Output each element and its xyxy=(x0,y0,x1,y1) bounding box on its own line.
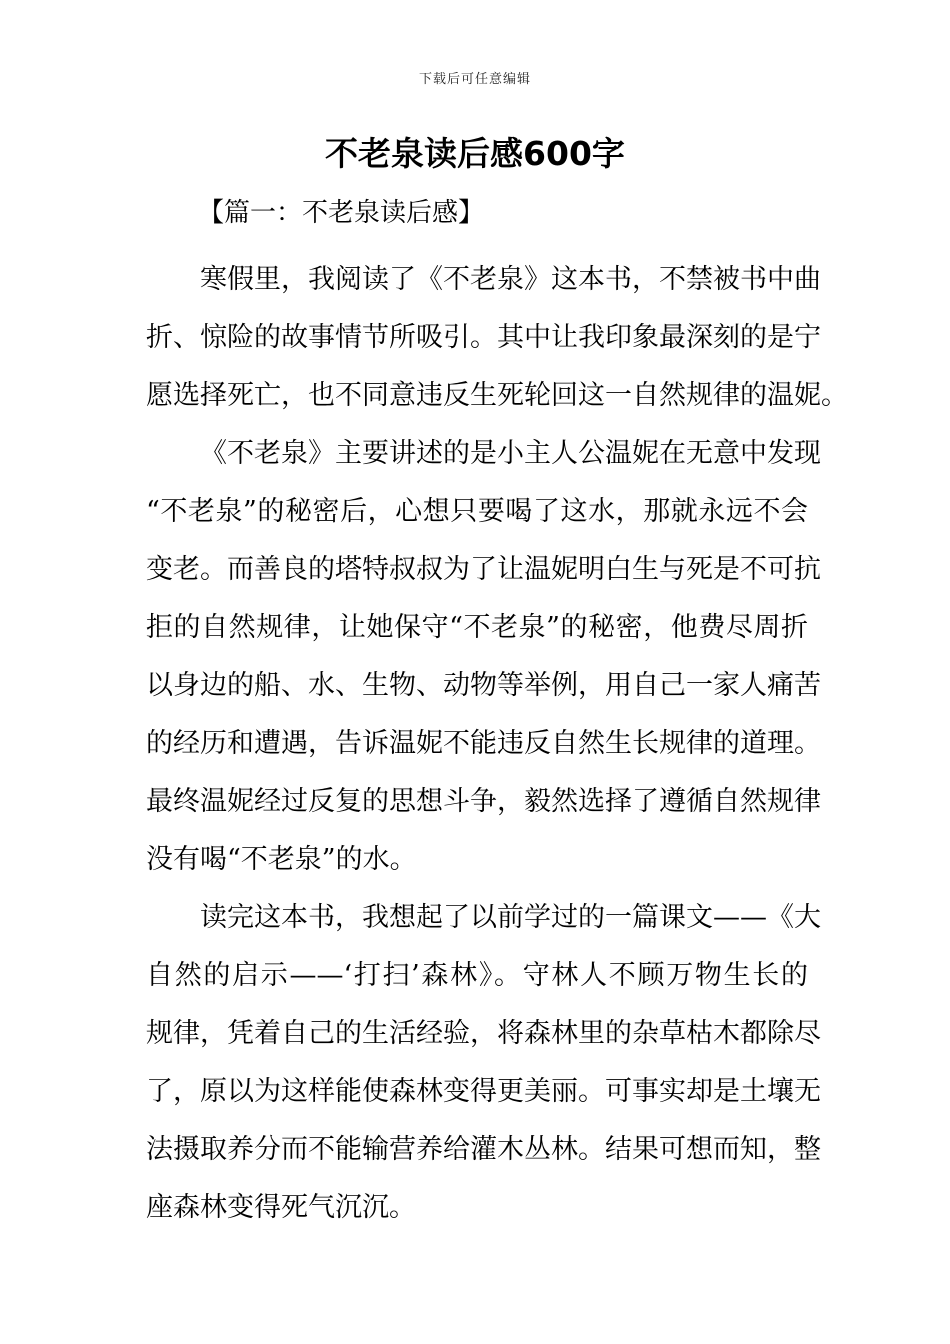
paragraph-line: 《不老泉》主要讲述的是小主人公温妮在无意中发现 xyxy=(200,438,821,469)
paragraph-line: 拒的自然规律，让她保守“不老泉”的秘密，他费尽周折 xyxy=(146,612,808,643)
paragraph-line: 法摄取养分而不能输营养给灌木丛林。结果可想而知，整 xyxy=(146,1134,821,1165)
paragraph-line: “不老泉”的秘密后，心想只要喝了这水，那就永远不会 xyxy=(146,496,808,527)
paragraph-1 xyxy=(146,251,848,425)
paragraph-line: 规律，凭着自己的生活经验，将森林里的杂草枯木都除尽 xyxy=(146,1018,821,1049)
paragraph-3 xyxy=(146,889,821,1237)
paragraph-line: 寒假里，我阅读了《不老泉》这本书，不禁被书中曲 xyxy=(200,264,821,295)
paragraph-2 xyxy=(146,425,821,889)
paragraph-line: 了，原以为这样能使森林变得更美丽。可事实却是土壤无 xyxy=(146,1076,821,1107)
paragraph-line: 读完这本书，我想起了以前学过的一篇课文——《大 xyxy=(200,902,821,933)
paragraph-line: 变老。而善良的塔特叔叔为了让温妮明白生与死是不可抗 xyxy=(146,554,821,585)
document-title: 不老泉读后感600字 xyxy=(325,134,625,173)
paragraph-line: 座森林变得死气沉沉。 xyxy=(146,1192,416,1223)
paragraph-line: 的经历和遭遇，告诉温妮不能违反自然生长规律的道理。 xyxy=(146,728,821,759)
header-note: 下载后可任意编辑 xyxy=(418,72,531,87)
paragraph-line: 以身边的船、水、生物、动物等举例，用自己一家人痛苦 xyxy=(146,670,821,701)
paragraph-line: 折、惊险的故事情节所吸引。其中让我印象最深刻的是宁 xyxy=(146,322,821,353)
paragraph-line: 没有喝“不老泉”的水。 xyxy=(146,844,417,875)
document-body xyxy=(146,195,848,1237)
paragraph-line: 愿选择死亡，也不同意违反生死轮回这一自然规律的温妮。 xyxy=(146,380,848,411)
paragraph-line: 自然的启示——‘打扫’森林》。守林人不顾万物生长的 xyxy=(146,960,808,991)
section-heading: 【篇一：不老泉读后感】 xyxy=(198,198,485,228)
paragraph-line: 最终温妮经过反复的思想斗争，毅然选择了遵循自然规律 xyxy=(146,786,821,817)
